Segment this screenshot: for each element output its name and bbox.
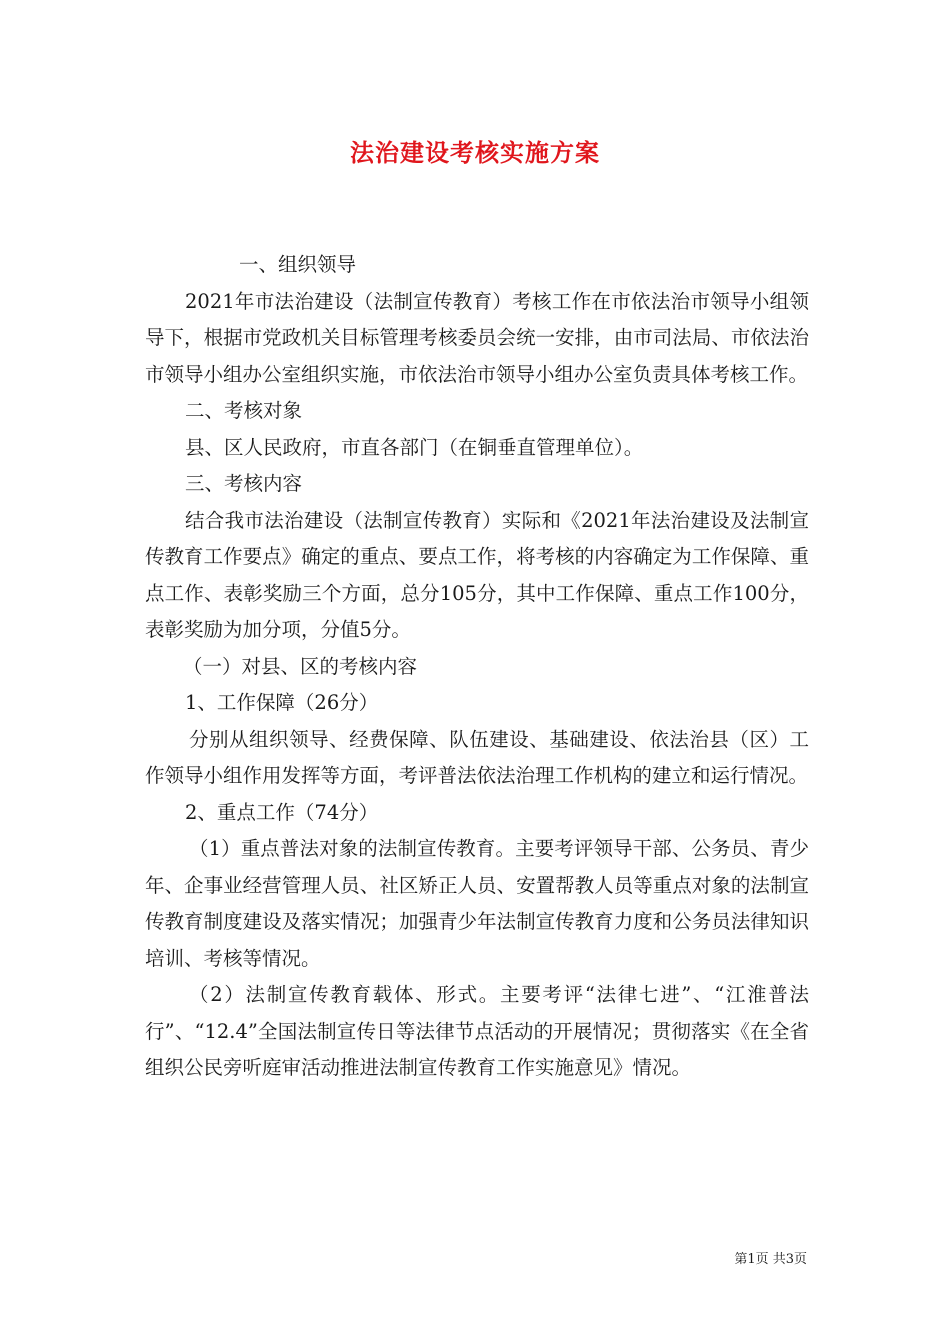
subsection-heading-county: （一）对县、区的考核内容 [183,654,418,678]
paragraph-carriers-forms: （2）法制宣传教育载体、形式。主要考评“法律七进”、“江淮普法行”、“12.4”全国法制宣传日等法律节点活动的开展情况；贯彻落实《在全省组织公民旁听庭审活动推进法制宣传教育工作实施意见》情况。 [145,983,809,1079]
paragraph-content: 结合我市法治建设（法制宣传教育）实际和《2021年法治建设及法制宣传教育工作要点》确定的重点、要点工作，将考核的内容确定为工作保障、重点工作、表彰奖励三个方面，总分105分，其中工作保障、重点工作100分，表彰奖励为加分项，分值5分。 [145,508,809,641]
document-body [145,247,809,1087]
item-heading-work-guarantee: 1、工作保障（26分） [185,691,379,714]
paragraph-work-guarantee: 分别从组织领导、经费保障、队伍建设、基础建设、依法治县（区）工作领导小组作用发挥等方面，考评普法依法治理工作机构的建立和运行情况。 [145,727,809,787]
page-number-footer: 第1页 共3页 [734,1252,807,1267]
paragraph-organization: 2021年市法治建设（法制宣传教育）考核工作在市依法治市领导小组领导下，根据市党政机关目标管理考核委员会统一安排，由市司法局、市依法治市领导小组办公室组织实施，市依法治市领导小组办公室负责具体考核工作。 [145,289,809,386]
item-heading-key-work: 2、重点工作（74分） [185,800,379,824]
paragraph-targets: 县、区人民政府，市直各部门（在铜垂直管理单位）。 [185,435,644,459]
section-heading-content: 三、考核内容 [185,472,303,495]
paragraph-key-targets: （1）重点普法对象的法制宣传教育。主要考评领导干部、公务员、青少年、企事业经营管理人员、社区矫正人员、安置帮教人员等重点对象的法制宣传教育制度建设及落实情况；加强青少年法制宣传教育力度和公务员法律知识培训、考核等情况。 [145,837,809,970]
section-heading-organization: 一、组织领导 [239,253,357,276]
document-title: 法治建设考核实施方案 [350,138,600,167]
section-heading-targets: 二、考核对象 [185,399,303,422]
